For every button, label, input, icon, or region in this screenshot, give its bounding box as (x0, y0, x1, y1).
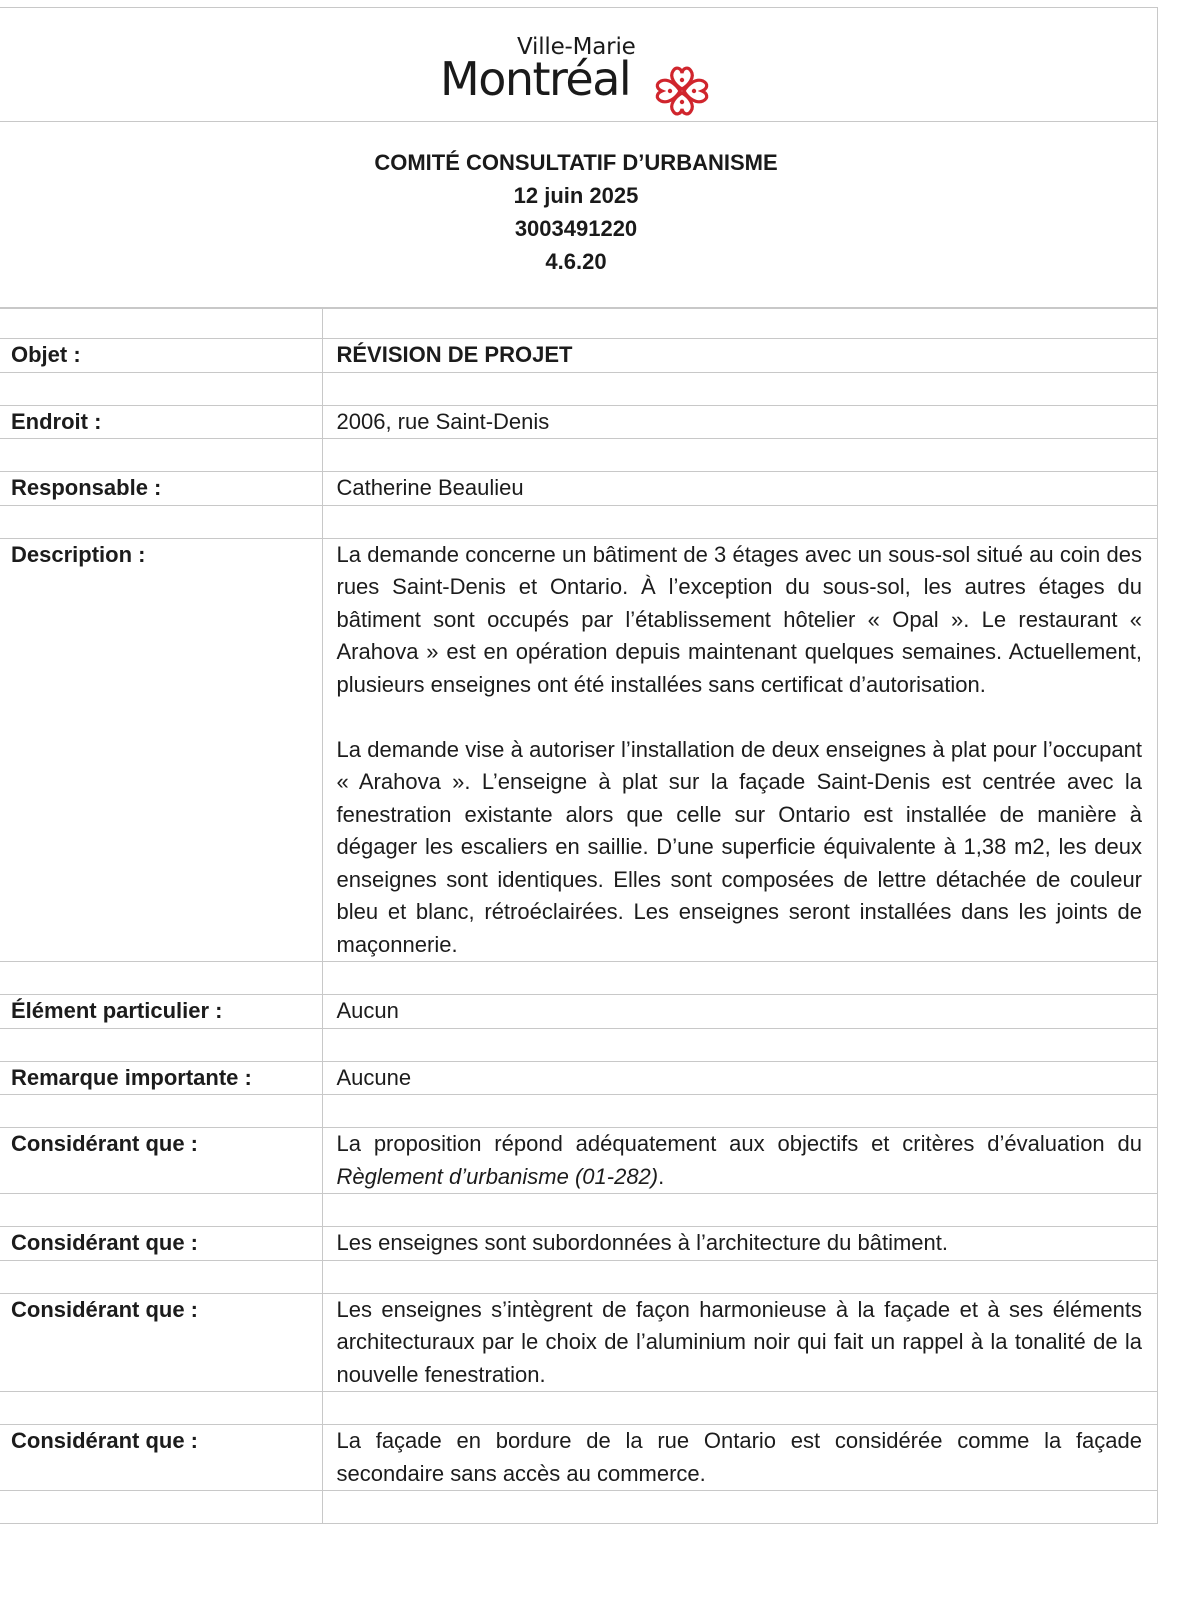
logo-borough-name: Ville-Marie (517, 34, 636, 60)
montreal-flower-icon (651, 63, 713, 119)
regulation-reference: Règlement d’urbanisme (01-282) (336, 1163, 659, 1189)
table-row-remarque (0, 1061, 1158, 1095)
table-spacer-row (0, 1028, 1158, 1061)
table-spacer-row (0, 372, 1158, 405)
row-value: Les enseignes s’intègrent de façon harmonieuse à la façade et à ses éléments architecturaux par le choix de l’aluminium noir qui fait un rappel à la tonalité de la nouvelle fenestration. (322, 1293, 1158, 1392)
table-spacer-row (0, 962, 1158, 995)
table-spacer-row (0, 1194, 1158, 1227)
table-row-description (0, 538, 1158, 962)
row-value: 2006, rue Saint-Denis (322, 405, 1158, 439)
table-spacer-row (0, 309, 1158, 339)
row-value (322, 1128, 1158, 1194)
table-row-considerant-1 (0, 1128, 1158, 1194)
file-number: 3003491220 (514, 216, 638, 241)
row-label: Endroit : (0, 405, 322, 439)
considerant-text: La proposition répond adéquatement aux objectifs et critères d’évaluation du (336, 1131, 1142, 1156)
row-value (322, 538, 1158, 962)
row-label: Description : (0, 538, 322, 962)
table-row-considerant-3 (0, 1293, 1158, 1392)
row-label: Considérant que : (0, 1227, 322, 1261)
item-number: 4.6.20 (545, 249, 607, 274)
table-spacer-row (0, 439, 1158, 472)
row-label: Remarque importante : (0, 1061, 322, 1095)
table-spacer-row (0, 505, 1158, 538)
table-row-element (0, 995, 1158, 1029)
table-row-endroit (0, 405, 1158, 439)
row-label: Considérant que : (0, 1425, 322, 1491)
meeting-date: 12 juin 2025 (513, 183, 639, 208)
row-value: Les enseignes sont subordonnées à l’architecture du bâtiment. (322, 1227, 1158, 1261)
row-label: Élément particulier : (0, 995, 322, 1029)
row-value: Aucun (322, 995, 1158, 1029)
row-label: Responsable : (0, 472, 322, 506)
title-block (0, 122, 1158, 308)
table-row-responsable (0, 472, 1158, 506)
row-value: Catherine Beaulieu (322, 472, 1158, 506)
description-paragraph-2: La demande vise à autoriser l’installation de deux enseignes à plat pour l’occupant « Arahova ». L’enseigne à plat sur la façade Saint-Denis est centrée avec la fenestration existante alors que celle sur Ontario est installée de manière à dégager les escaliers en saillie. D’une superficie équivalente à 1,38 m2, les deux enseignes sont identiques. Elles sont composées de lettre détachée de couleur bleu et blanc, rétroéclairées. Les enseignes seront installées dans les joints de maçonnerie. (336, 736, 1142, 957)
logo-city-name: Montréal (440, 52, 631, 106)
row-label: Objet : (0, 339, 322, 373)
details-table (0, 308, 1158, 1524)
table-row-considerant-4 (0, 1425, 1158, 1491)
table-row-objet (0, 339, 1158, 373)
row-label: Considérant que : (0, 1293, 322, 1392)
committee-title: COMITÉ CONSULTATIF D’URBANISME (374, 150, 778, 175)
row-value: La façade en bordure de la rue Ontario est considérée comme la façade secondaire sans accès au commerce. (322, 1425, 1158, 1491)
sentence-end: . (658, 1163, 665, 1189)
table-spacer-row (0, 1260, 1158, 1293)
row-value: RÉVISION DE PROJET (322, 339, 1158, 373)
table-spacer-row (0, 1095, 1158, 1128)
table-spacer-row (0, 1491, 1158, 1524)
table-spacer-row (0, 1392, 1158, 1425)
row-value: Aucune (322, 1061, 1158, 1095)
table-row-considerant-2 (0, 1227, 1158, 1261)
logo-header (0, 7, 1158, 122)
description-paragraph-1: La demande concerne un bâtiment de 3 étages avec un sous-sol situé au coin des rues Saint-Denis et Ontario. À l’exception du sous-sol, les autres étages du bâtiment sont occupés par l’établissement hôtelier « Opal ». Le restaurant « Arahova » est en opération depuis maintenant quelques semaines. Actuellement, plusieurs enseignes ont été installées sans certificat d’autorisation. (336, 541, 1142, 697)
row-label: Considérant que : (0, 1128, 322, 1194)
